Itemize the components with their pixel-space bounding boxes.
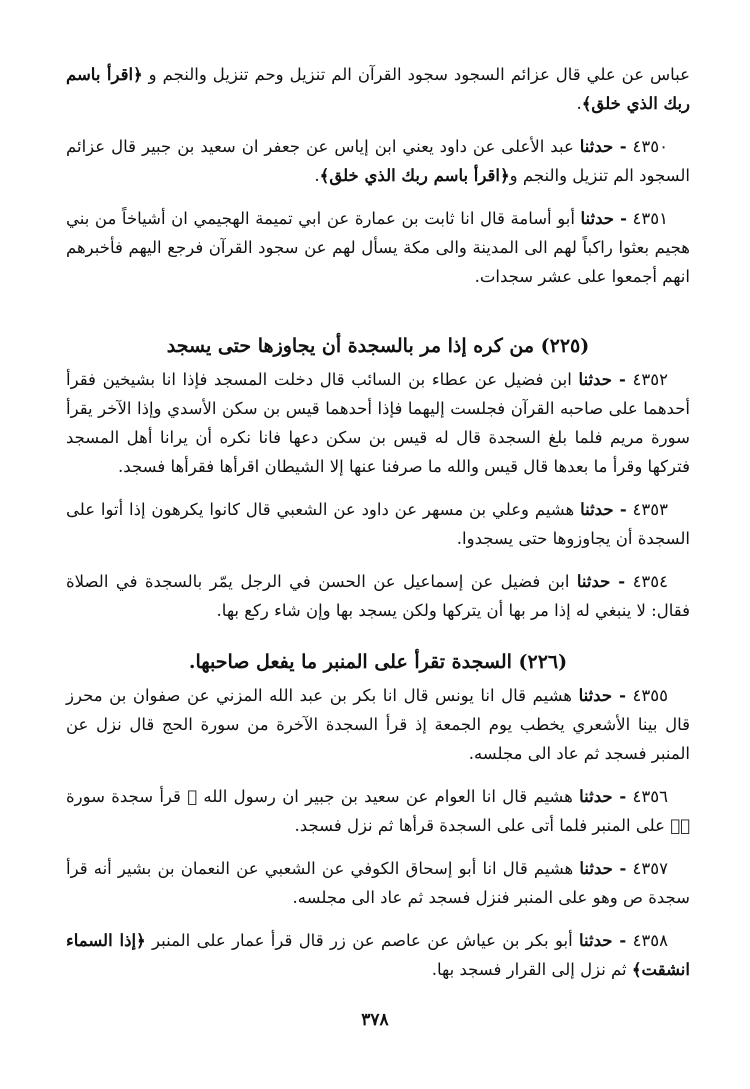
hadith-number: ٤٣٥٦ — [632, 787, 668, 806]
hadith-number: ٤٣٥٧ — [632, 859, 668, 878]
hadith-number: ٤٣٥٣ — [632, 500, 668, 519]
hadith-lead: - حدثنا — [576, 572, 626, 591]
hadith-4354 — [66, 567, 690, 625]
hadith-4357 — [66, 854, 690, 912]
page-number: ٣٧٨ — [361, 1010, 389, 1030]
hadith-number: ٤٣٥٥ — [632, 686, 668, 705]
hadith-text: أبو أسامة قال انا ثابت بن عمارة عن ابي تميمة الهجيمي ان أشياخاً من بني هجيم بعثوا راكباً لهم الى المدينة والى مكة يسأل لهم عن سجود القرآن فرجع اليهم فأخبرهم انهم أجمعوا على عشر سجدات. — [66, 209, 690, 286]
hadith-text: هشيم قال انا العوام عن سعيد بن جبير ان رسول الله ﷺ قرأ سجدة سورة صۤ على المنبر فلما أتى على السجدة قرأها ثم نزل فسجد. — [66, 787, 690, 835]
hadith-lead: - حدثنا — [580, 209, 627, 228]
hadith-lead: - حدثنا — [579, 137, 627, 156]
hadith-lead: - حدثنا — [578, 686, 626, 705]
hadith-4358 — [66, 926, 690, 984]
hadith-text: ابن فضيل عن عطاء بن السائب قال دخلت المسجد فإذا انا بشيخين فقرأ أحدهما على صاحبه القرآن فجلست إليهما فإذا أحدهما قيس بن سكن الأسدي وإذا الآخر يقرأ سورة مريم فلما بلغ السجدة قال له قيس بن سكن دعها فانا نكره أن يرانا أهل المسجد فتركها وقرأ ما بعدها قال قيس والله ما صرفنا عنها إلا الشيطان اقرأها فقرأها فسجد. — [66, 370, 690, 476]
hadith-4355 — [66, 681, 690, 768]
hadith-number: ٤٣٥١ — [632, 209, 668, 228]
hadith-lead: - حدثنا — [578, 370, 626, 389]
hadith-lead: - حدثنا — [580, 500, 627, 519]
hadith-4351 — [66, 204, 690, 291]
chapter-heading-226: (٢٢٦) السجدة تقرأ على المنبر ما يفعل صاحبها. — [188, 651, 568, 673]
hadith-4350 — [66, 132, 690, 190]
hadith-text-end: ثم نزل إلى القرار فسجد بها. — [431, 960, 632, 979]
hadith-text-end: . — [314, 166, 320, 185]
hadith-number: ٤٣٥٨ — [632, 931, 669, 950]
quran-quote: ﴿اقرأ باسم ربك الذي خلق﴾ — [319, 166, 510, 185]
hadith-text: هشيم وعلي بن مسهر عن داود عن الشعبي قال كانوا يكرهون إذا أتوا على السجدة أن يجاوزوها حتى يسجدوا. — [66, 500, 690, 548]
hadith-text: هشيم قال انا أبو إسحاق الكوفي عن الشعبي عن النعمان بن بشير أنه قرأ سجدة ص وهو على المنبر فنزل فسجد ثم عاد الى مجلسه. — [66, 859, 690, 907]
hadith-text-end: . — [576, 94, 582, 113]
hadith-4356 — [66, 782, 690, 840]
hadith-paragraph-continued — [66, 60, 690, 118]
hadith-number: ٤٣٥٤ — [632, 572, 669, 591]
hadith-text: ابن فضيل عن إسماعيل عن الحسن في الرجل يمّر بالسجدة في الصلاة فقال: لا ينبغي له إذا مر بها أن يتركها ولكن يسجد بها وإن شاء ركع بها. — [66, 572, 690, 620]
chapter-heading-225: (٢٢٥) من كره إذا مر بالسجدة أن يجاوزها حتى يسجد — [166, 335, 590, 357]
hadith-number: ٤٣٥٢ — [632, 370, 668, 389]
hadith-number: ٤٣٥٠ — [632, 137, 668, 156]
hadith-text: عباس عن علي قال عزائم السجود سجود القرآن الم تنزيل وحم تنزيل والنجم و — [142, 65, 690, 84]
hadith-4352 — [66, 365, 690, 481]
book-page — [66, 60, 690, 984]
hadith-lead: - حدثنا — [579, 931, 627, 950]
hadith-lead: - حدثنا — [579, 787, 627, 806]
hadith-text: عبد الأعلى عن داود يعني ابن إياس عن جعفر ان سعيد بن جبير قال عزائم السجود الم تنزيل والنجم و — [66, 137, 690, 185]
quran-quote: ﴿إذا السماء انشقت﴾ — [66, 931, 690, 979]
quran-quote: ﴿اقرأ باسم ربك الذي خلق﴾ — [66, 65, 690, 113]
hadith-text: أبو بكر بن عياش عن عاصم عن زر قال قرأ عمار على المنبر — [145, 931, 580, 950]
hadith-text: هشيم قال انا يونس قال انا بكر بن عبد الله المزني عن صفوان بن محرز قال بينا الأشعري يخطب يوم الجمعة إذ قرأ السجدة الآخرة من سورة الحج قال نزل عن المنبر فسجد ثم عاد الى مجلسه. — [66, 686, 690, 763]
hadith-4353 — [66, 495, 690, 553]
hadith-lead: - حدثنا — [579, 859, 627, 878]
